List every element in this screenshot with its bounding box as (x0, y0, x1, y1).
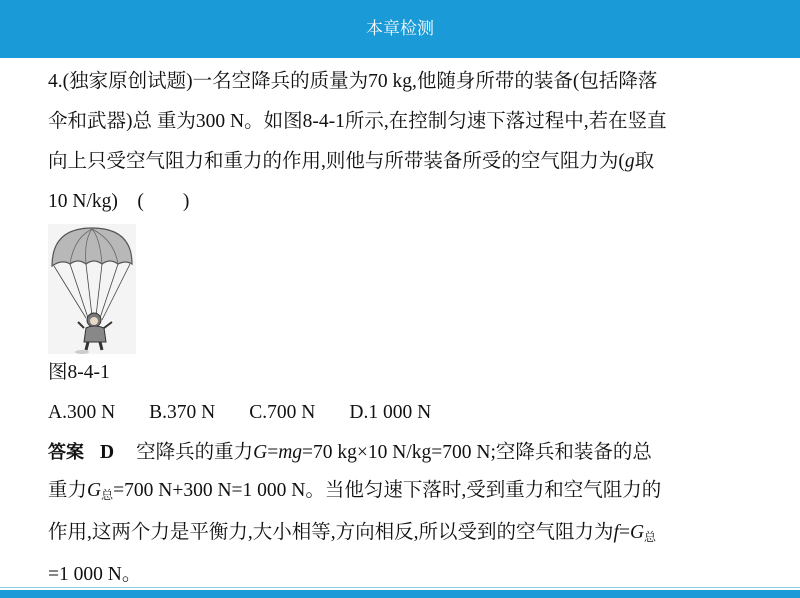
answer-text: =700 N+300 N=1 000 N。当他匀速下落时,受到重力和空气阻力的 (113, 480, 662, 501)
symbol-mg: mg (278, 442, 303, 463)
g-symbol: g (624, 151, 635, 172)
symbol-f: f (613, 522, 619, 543)
answer-line-4: =1 000 N。 (48, 564, 142, 585)
answer-options (48, 398, 465, 428)
symbol-G: G (87, 480, 102, 501)
answer-text: 空降兵的重力 (136, 442, 254, 463)
answer-text: = (267, 442, 279, 463)
answer-choice: D (100, 442, 115, 463)
option-b: B.370 N (149, 402, 216, 423)
question-line-3 (48, 142, 766, 182)
answer-line-1 (48, 434, 766, 472)
footer-divider (0, 587, 800, 588)
subscript-total: 总 (644, 530, 657, 544)
figure-caption: 图8-4-1 (48, 362, 110, 383)
answer-line-2 (48, 472, 766, 514)
question-line-3-end: 取 (634, 151, 655, 172)
symbol-G: G (253, 442, 268, 463)
symbol-G: G (629, 522, 645, 543)
question-line-1: 4.(独家原创试题)一名空降兵的质量为70 kg,他随身所带的装备(包括降落 (48, 71, 658, 92)
answer-text: =70 kg×10 N/kg=700 N;空降兵和装备的总 (302, 442, 652, 463)
paratrooper-figure (48, 224, 136, 354)
answer-text: = (618, 522, 630, 543)
question-line-2: 伞和武器)总 重为300 N。如图8-4-1所示,在控制匀速下落过程中,若在竖直 (48, 111, 667, 132)
question-text (48, 62, 766, 222)
answer-explanation (48, 434, 766, 594)
answer-text: 重力 (48, 480, 88, 501)
question-line-3-text: 向上只受空气阻力和重力的作用,则他与所带装备所受的空气阻力为( (48, 151, 625, 172)
subscript-total: 总 (101, 488, 114, 502)
answer-line-3 (48, 514, 766, 556)
answer-label: 答案 (48, 442, 84, 463)
question-line-4: 10 N/kg) ( ) (48, 191, 190, 212)
answer-text: 作用,这两个力是平衡力,大小相等,方向相反,所以受到的空气阻力为 (48, 522, 614, 543)
option-c: C.700 N (249, 402, 316, 423)
option-d: D.1 000 N (349, 402, 432, 423)
chapter-title: 本章检测 (366, 19, 434, 39)
option-a: A.300 N (48, 402, 116, 423)
footer-bar (0, 590, 800, 598)
